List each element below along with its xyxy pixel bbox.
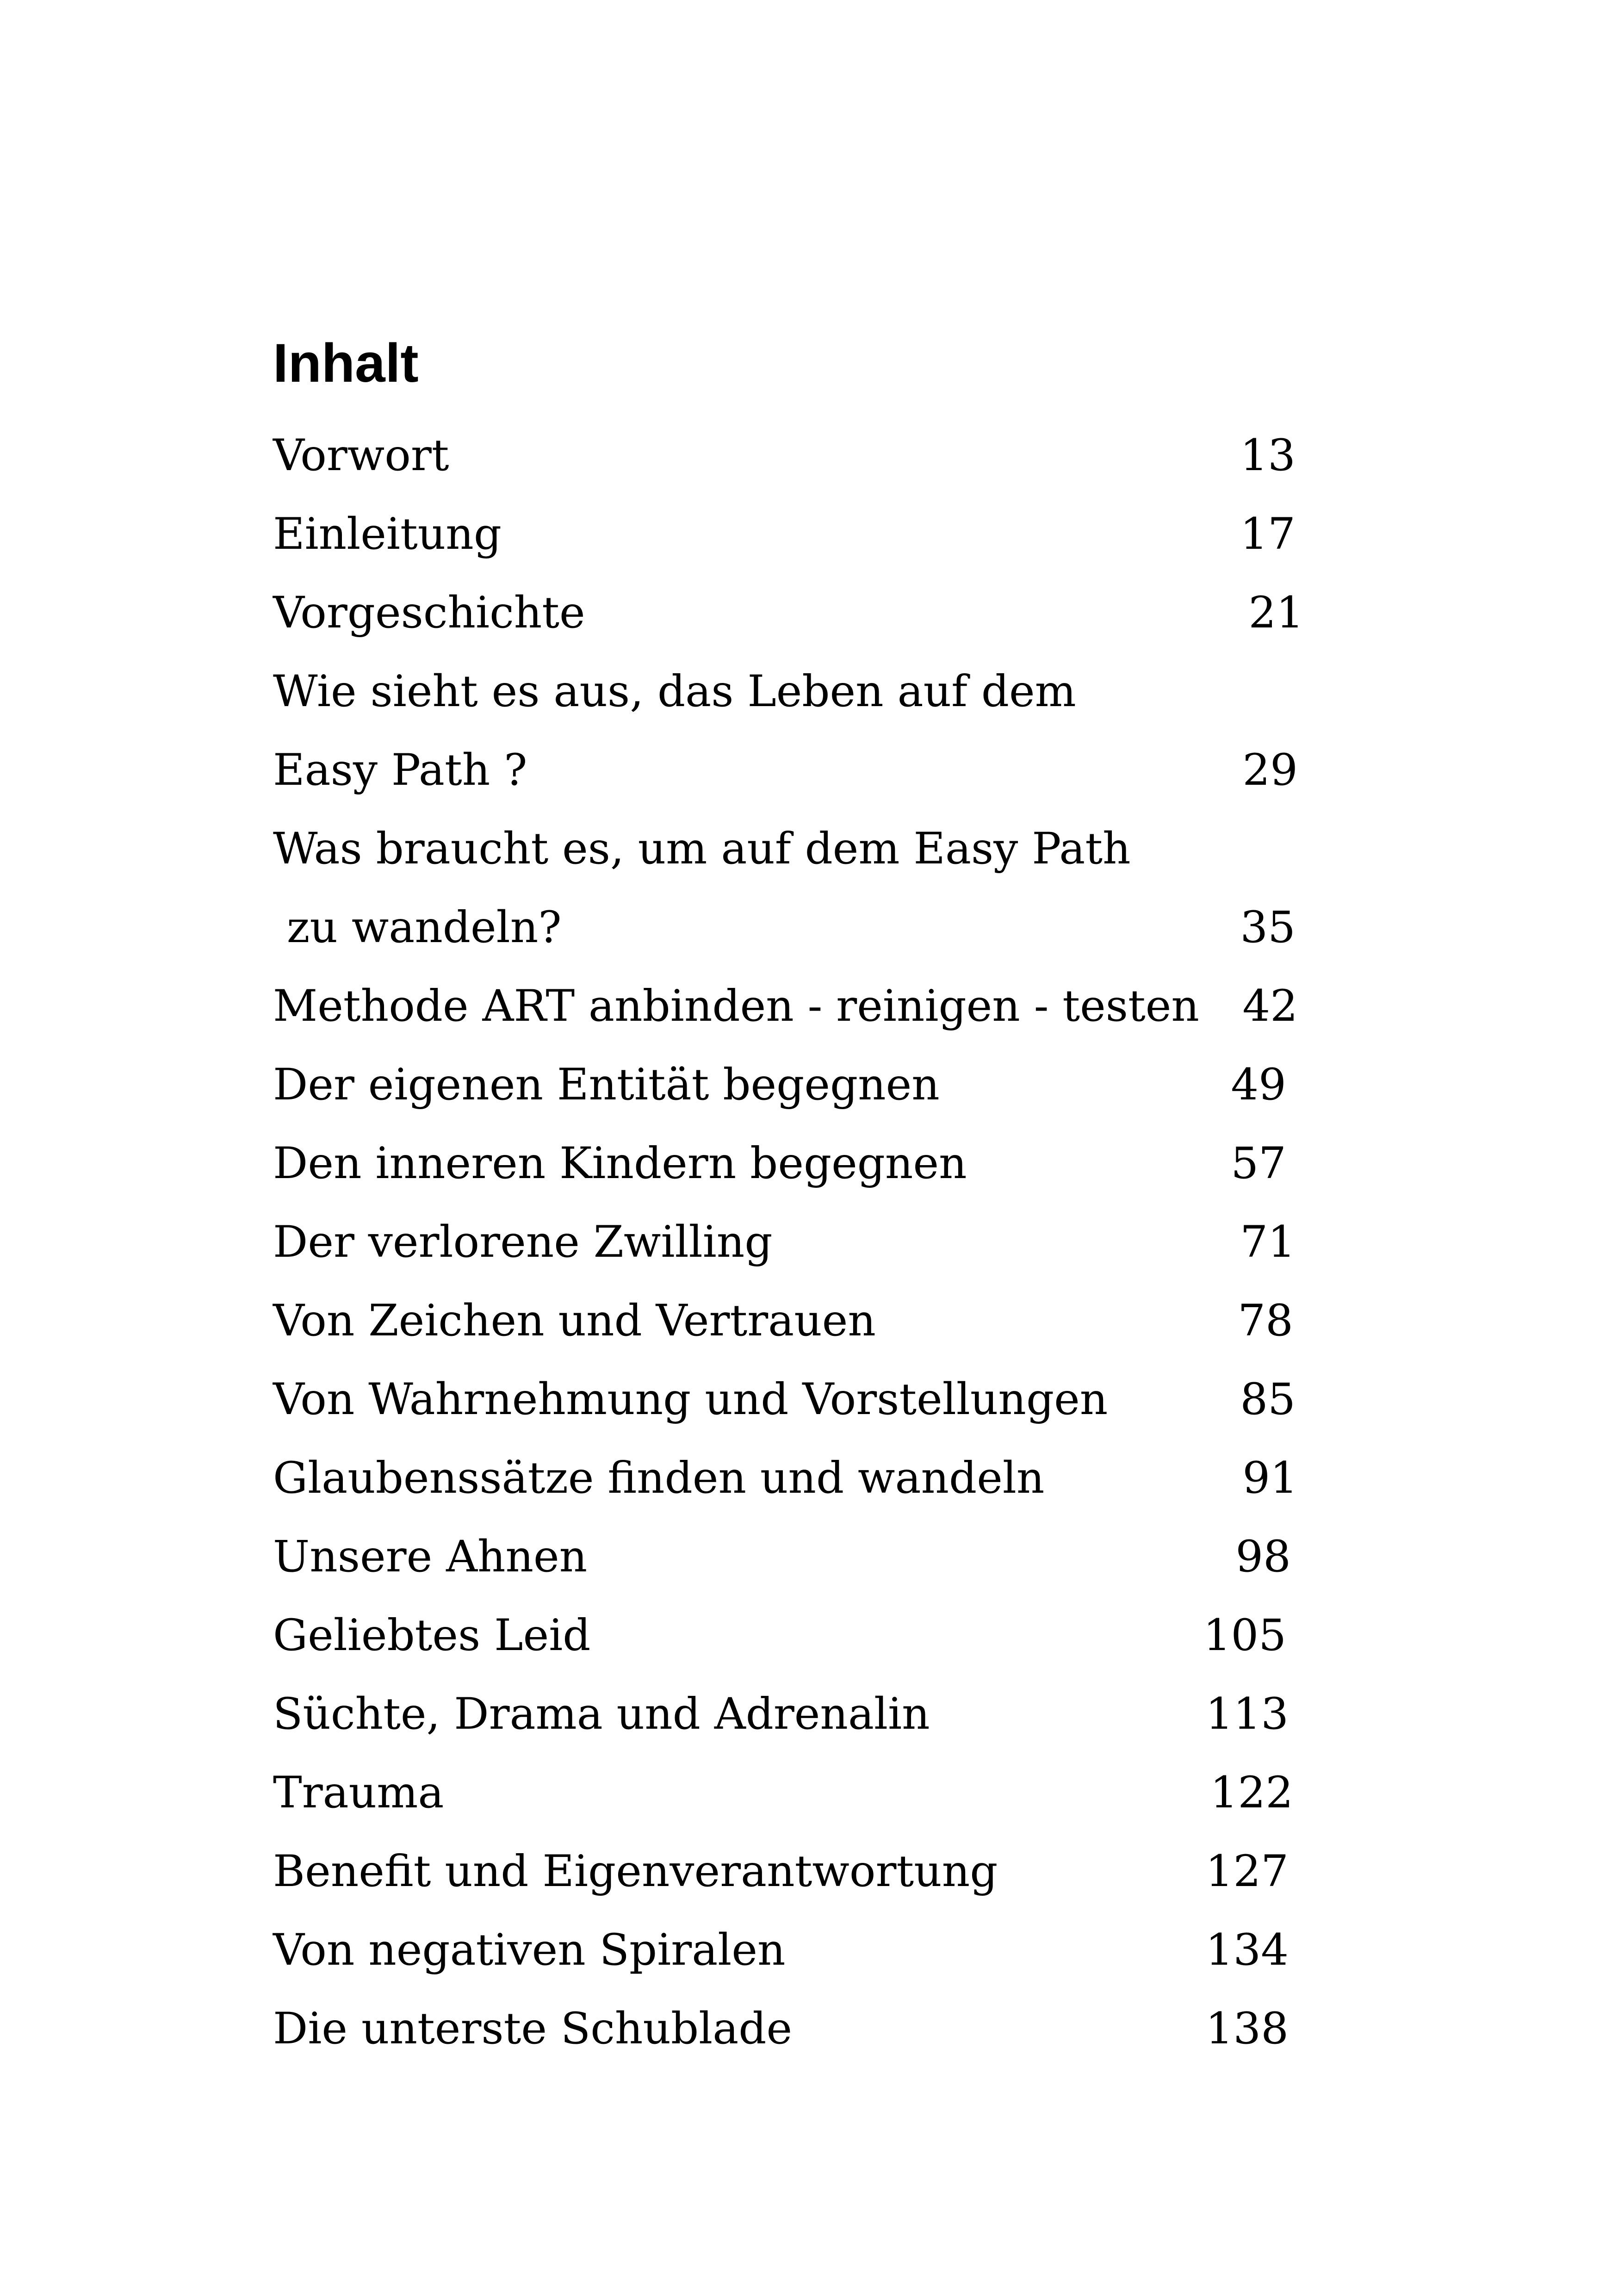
toc-entry-page-number: 71 <box>1240 1217 1296 1267</box>
toc-entry-page-number: 42 <box>1242 981 1298 1031</box>
toc-entry-title: zu wandeln? <box>273 902 562 953</box>
toc-entry-page-number: 134 <box>1205 1925 1289 1975</box>
toc-entry-title: Der verlorene Zwilling <box>273 1217 773 1267</box>
toc-entry-title: Von Wahrnehmung und Vorstellungen <box>273 1374 1108 1425</box>
toc-entry-page-number: 21 <box>1248 588 1304 638</box>
toc-entry-page-number: 98 <box>1235 1532 1291 1582</box>
toc-entry-line <box>273 1920 1337 1980</box>
toc-entry-title: Unsere Ahnen <box>273 1532 588 1582</box>
toc-entry-page-number: 17 <box>1240 509 1296 559</box>
toc-entry-title: Den inneren Kindern begegnen <box>273 1138 967 1189</box>
toc-entry-page-number: 85 <box>1240 1374 1296 1425</box>
toc-entry-page-number: 113 <box>1205 1689 1289 1739</box>
toc-entry-title: Die unterste Schublade <box>273 2004 793 2054</box>
toc-entry-line <box>273 1763 1337 1823</box>
toc-entry-title: Geliebtes Leid <box>273 1610 591 1661</box>
toc-entry-page-number: 49 <box>1231 1060 1286 1110</box>
toc-entry-title: Benefit und Eigenverantwortung <box>273 1846 998 1897</box>
toc-entry-page-number: 29 <box>1242 745 1298 795</box>
toc-entry-title: Was braucht es, um auf dem Easy Path <box>273 824 1131 874</box>
toc-entry-line <box>273 1842 1337 1902</box>
toc-entry-page-number: 57 <box>1231 1138 1286 1189</box>
toc-entry-line <box>273 1134 1337 1194</box>
toc-entry-page-number: 35 <box>1240 902 1296 953</box>
toc-entry-title: Methode ART anbinden - reinigen - testen <box>273 981 1199 1031</box>
toc-entry-page-number: 105 <box>1203 1610 1286 1661</box>
toc-entry-line <box>273 583 1337 643</box>
toc-entry-line <box>273 1370 1337 1430</box>
toc-entry-title: Einleitung <box>273 509 502 559</box>
toc-entry-line <box>273 740 1337 800</box>
toc-entry-title: Von Zeichen und Vertrauen <box>273 1296 876 1346</box>
toc-entry-title: Trauma <box>273 1768 444 1818</box>
toc-entry-line <box>273 1291 1337 1351</box>
toc-entry-page-number: 91 <box>1242 1453 1298 1503</box>
toc-entry-title: Easy Path ? <box>273 745 527 795</box>
toc-entry-title: Vorwort <box>273 430 449 481</box>
toc-entry-line <box>273 1055 1337 1115</box>
toc-entry-line <box>273 1527 1337 1587</box>
toc-entry-title: Süchte, Drama und Adrenalin <box>273 1689 930 1739</box>
toc-entry-title: Von negativen Spiralen <box>273 1925 786 1975</box>
toc-entry-line <box>273 1448 1337 1508</box>
toc-entry-line <box>273 1684 1337 1744</box>
toc-entry-line <box>273 976 1337 1036</box>
toc-entry-page-number: 122 <box>1210 1768 1293 1818</box>
toc-entry-title: Vorgeschichte <box>273 588 585 638</box>
toc-entry-line <box>273 819 1337 879</box>
toc-entry-page-number: 78 <box>1238 1296 1293 1346</box>
toc-entry-title: Wie sieht es aus, das Leben auf dem <box>273 666 1076 717</box>
toc-entry-page-number: 13 <box>1240 430 1296 481</box>
toc-entry-title: Glaubenssätze finden und wandeln <box>273 1453 1045 1503</box>
toc-entry-line <box>273 1606 1337 1666</box>
toc-entry-line <box>273 504 1337 565</box>
toc-entry-title: Der eigenen Entität begegnen <box>273 1060 940 1110</box>
toc-entry-page-number: 138 <box>1205 2004 1289 2054</box>
toc-heading: Inhalt <box>273 333 419 394</box>
toc-entry-line <box>273 1999 1337 2059</box>
toc-entry-line <box>273 662 1337 722</box>
toc-entry-line <box>273 426 1337 486</box>
toc-entry-page-number: 127 <box>1205 1846 1289 1897</box>
toc-entry-line <box>273 1212 1337 1272</box>
toc-entry-line <box>273 898 1337 958</box>
